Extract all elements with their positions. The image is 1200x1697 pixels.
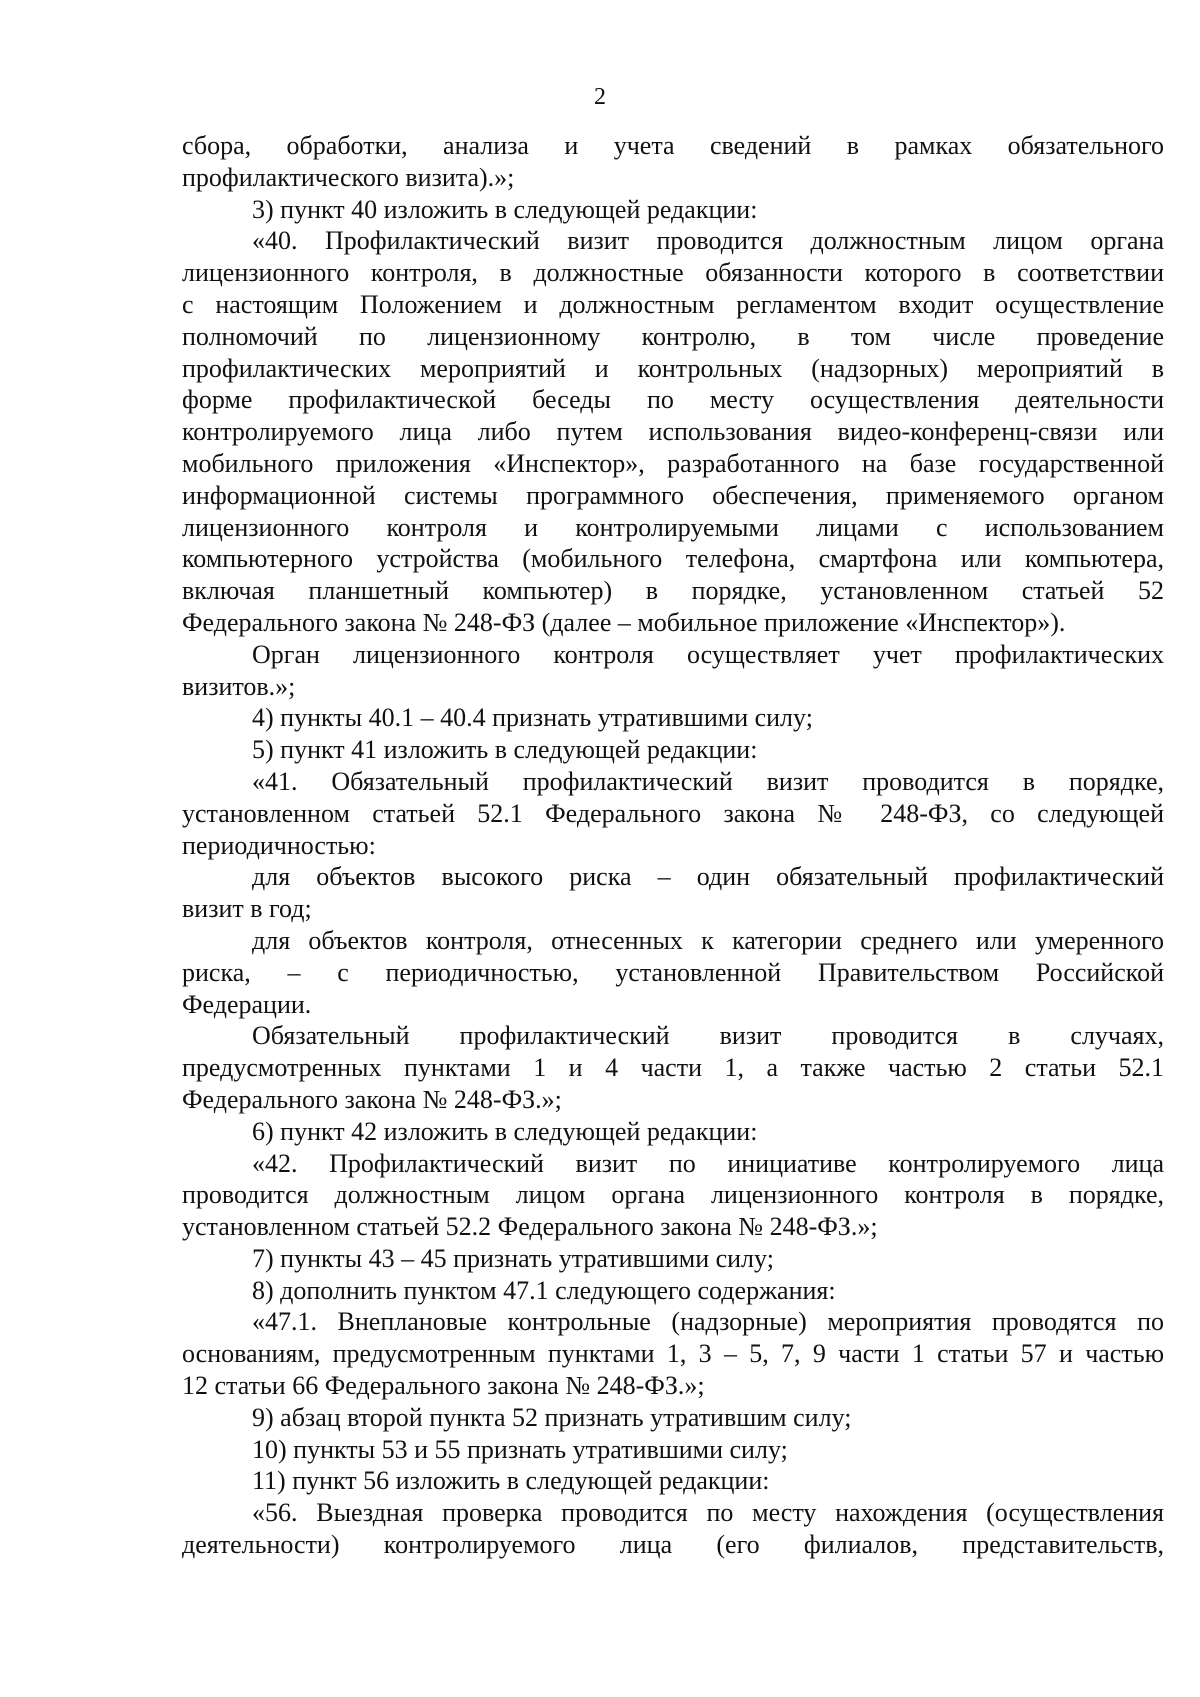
paragraph (182, 1402, 1164, 1434)
text-line: профилактического визита).»; (182, 162, 515, 192)
paragraph (182, 194, 1164, 226)
paragraph (182, 925, 1164, 1020)
text-line: сбора, обработки, анализа и учета сведений в рамках обязательного (182, 131, 1164, 160)
text-line: 4) пункты 40.1 – 40.4 признать утратившими силу; (252, 703, 813, 733)
paragraph (182, 1465, 1164, 1497)
text-line: 12 статьи 66 Федерального закона № 248-ФЗ.»; (182, 1371, 705, 1401)
paragraph (182, 1020, 1164, 1115)
paragraph (182, 766, 1164, 861)
text-line: предусмотренных пунктами 1 и 4 части 1, а также частью 2 статьи 52.1 (182, 1053, 1164, 1083)
text-line: информационной системы программного обеспечения, применяемого органом (182, 480, 1164, 510)
text-line: для объектов высокого риска – один обязательный профилактический (252, 862, 1164, 892)
paragraph (182, 1497, 1164, 1561)
text-line: «47.1. Внеплановые контрольные (надзорные) мероприятия проводятся по (252, 1307, 1164, 1337)
text-line: «56. Выездная проверка проводится по месту нахождения (осуществления (252, 1498, 1164, 1528)
text-line: для объектов контроля, отнесенных к категории среднего или умеренного (252, 925, 1164, 955)
paragraph (182, 702, 1164, 734)
text-line: мобильного приложения «Инспектор», разработанного на базе государственной (182, 448, 1164, 478)
paragraph (182, 639, 1164, 703)
text-line: «40. Профилактический визит проводится должностным лицом органа (252, 226, 1164, 256)
text-line: профилактических мероприятий и контрольных (надзорных) мероприятий в (182, 353, 1164, 383)
text-line: 10) пункты 53 и 55 признать утратившими силу; (252, 1434, 788, 1464)
paragraph (182, 130, 1164, 194)
text-line: установленном статьей 52.1 Федерального закона № 248-ФЗ, со следующей (182, 798, 1164, 828)
paragraph (182, 861, 1164, 925)
text-line: «42. Профилактический визит по инициативе контролируемого лица (252, 1148, 1164, 1178)
text-line: «41. Обязательный профилактический визит проводится в порядке, (252, 766, 1164, 796)
text-line: Федерации. (182, 989, 312, 1019)
text-line: полномочий по лицензионному контролю, в том числе проведение (182, 321, 1164, 351)
paragraph (182, 1434, 1164, 1466)
paragraph (182, 1306, 1164, 1401)
text-line: 5) пункт 41 изложить в следующей редакции: (252, 735, 758, 765)
paragraph (182, 1116, 1164, 1148)
text-line: Обязательный профилактический визит проводится в случаях, (252, 1021, 1164, 1051)
document-body (182, 130, 1164, 1561)
text-line: 3) пункт 40 изложить в следующей редакции: (252, 194, 758, 224)
text-line: лицензионного контроля и контролируемыми лицами с использованием (182, 512, 1164, 542)
text-line: контролируемого лица либо путем использования видео-конференц-связи или (182, 417, 1164, 447)
text-line: установленном статьей 52.2 Федерального закона № 248-ФЗ.»; (182, 1212, 878, 1242)
text-line: визит в год; (182, 894, 312, 924)
paragraph (182, 1148, 1164, 1243)
text-line: 9) абзац второй пункта 52 признать утратившим силу; (252, 1402, 852, 1432)
text-line: визитов.»; (182, 671, 296, 701)
text-line: основаниям, предусмотренным пунктами 1, 3 – 5, 7, 9 части 1 статьи 57 и частью (182, 1339, 1164, 1369)
page-number: 2 (594, 84, 606, 110)
text-line: Орган лицензионного контроля осуществляет учет профилактических (252, 639, 1164, 669)
text-line: периодичностью: (182, 830, 376, 860)
text-line: компьютерного устройства (мобильного телефона, смартфона или компьютера, (182, 544, 1164, 574)
text-line: форме профилактической беседы по месту осуществления деятельности (182, 385, 1164, 415)
text-line: 8) дополнить пунктом 47.1 следующего содержания: (252, 1275, 836, 1305)
paragraph (182, 1275, 1164, 1307)
text-line: Федерального закона № 248-ФЗ.»; (182, 1084, 562, 1114)
text-line: с настоящим Положением и должностным регламентом входит осуществление (182, 289, 1164, 319)
paragraph (182, 734, 1164, 766)
text-line: 7) пункты 43 – 45 признать утратившими силу; (252, 1243, 774, 1273)
paragraph (182, 225, 1164, 638)
text-line: 6) пункт 42 изложить в следующей редакции: (252, 1116, 758, 1146)
text-line: 11) пункт 56 изложить в следующей редакции: (252, 1466, 770, 1496)
text-line: проводится должностным лицом органа лицензионного контроля в порядке, (182, 1180, 1164, 1210)
paragraph (182, 1243, 1164, 1275)
text-line: Федерального закона № 248-ФЗ (далее – мобильное приложение «Инспектор»). (182, 607, 1066, 637)
text-line: включая планшетный компьютер) в порядке, установленном статьей 52 (182, 576, 1164, 606)
text-line: лицензионного контроля, в должностные обязанности которого в соответствии (182, 258, 1164, 288)
text-line: риска, – с периодичностью, установленной Правительством Российской (182, 957, 1164, 987)
text-line: деятельности) контролируемого лица (его филиалов, представительств, (182, 1530, 1164, 1560)
